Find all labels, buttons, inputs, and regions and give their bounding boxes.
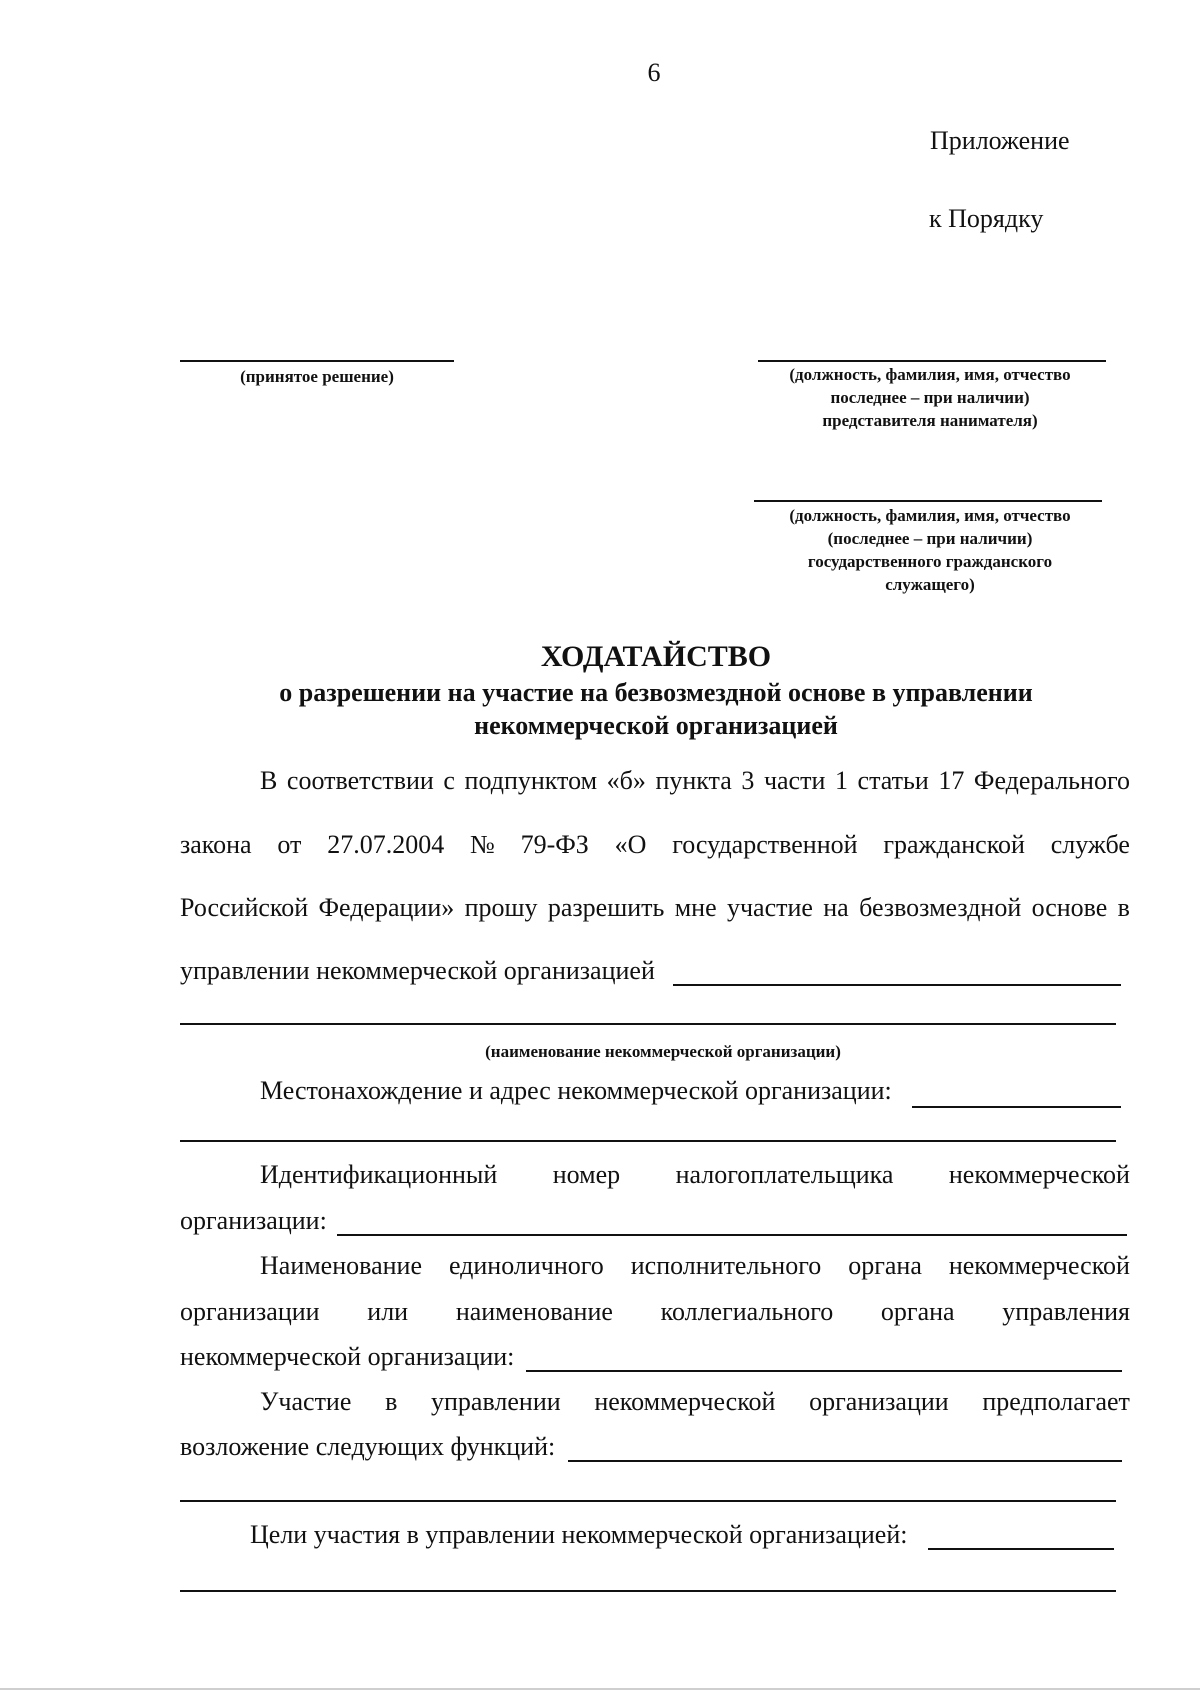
word: в (385, 1387, 398, 1416)
word: 3 (741, 766, 755, 795)
appendix-reference: к Порядку (929, 204, 1044, 233)
functions-field-continued[interactable] (180, 1500, 1116, 1502)
word: управлении (431, 1387, 561, 1416)
word: Идентификационный (260, 1160, 498, 1189)
employer-caption (740, 363, 1120, 432)
executive-line2 (180, 1297, 1130, 1327)
word: некоммерческой (594, 1387, 776, 1416)
word: 79-ФЗ (520, 830, 589, 859)
goals-field[interactable] (928, 1548, 1114, 1550)
functions-line1 (260, 1387, 1130, 1417)
word: управления (1002, 1297, 1130, 1326)
page-bottom-edge (0, 1688, 1200, 1690)
word: коллегиального (660, 1297, 834, 1326)
word: государственной (672, 830, 858, 859)
word: Федерации» (318, 893, 455, 922)
word: в (1117, 893, 1130, 922)
inn-label: организации: (180, 1206, 327, 1235)
word: 17 (938, 766, 965, 795)
location-label: Местонахождение и адрес некоммерческой организации: (260, 1076, 892, 1105)
decision-signature-line (180, 360, 454, 362)
servant-caption (740, 504, 1120, 596)
functions-label: возложение следующих функций: (180, 1432, 556, 1461)
servant-caption-line: (должность, фамилия, имя, отчество (789, 506, 1071, 525)
decision-caption: (принятое решение) (240, 367, 394, 386)
word: участие (726, 893, 813, 922)
para1-line4: управлении некоммерческой организацией (180, 956, 655, 985)
org-name-caption: (наименование некоммерческой организации) (485, 1042, 841, 1061)
word: основе (1031, 893, 1108, 922)
org-name-field[interactable] (673, 984, 1121, 986)
word: Федерального (973, 766, 1130, 795)
servant-signature-line (754, 500, 1102, 502)
word: разрешить (547, 893, 665, 922)
word: прошу (464, 893, 538, 922)
para1-line2 (180, 830, 1130, 860)
inn-field[interactable] (337, 1234, 1127, 1236)
goals-field-continued[interactable] (180, 1590, 1116, 1592)
employer-caption-line: последнее – при наличии) (830, 388, 1030, 407)
functions-field[interactable] (568, 1460, 1122, 1462)
para1-line1 (260, 766, 1130, 796)
word: некоммерческой (948, 1251, 1130, 1280)
word: организации (809, 1387, 949, 1416)
page-number: 6 (647, 58, 661, 87)
para1-line3 (180, 893, 1130, 923)
location-field-continued[interactable] (180, 1140, 1116, 1142)
word: службе (1050, 830, 1130, 859)
word: организации (180, 1297, 320, 1326)
word: «О (614, 830, 647, 859)
word: 27.07.2004 (327, 830, 445, 859)
executive-field[interactable] (526, 1370, 1122, 1372)
word: от (277, 830, 302, 859)
word: Наименование (260, 1251, 422, 1280)
employer-caption-line: представителя нанимателя) (822, 411, 1038, 430)
servant-caption-line: государственного гражданского (807, 552, 1053, 571)
document-subtitle: о разрешении на участие на безвозмездной основе в управлении (279, 678, 1033, 707)
location-field[interactable] (912, 1106, 1121, 1108)
employer-caption-line: (должность, фамилия, имя, отчество (789, 365, 1071, 384)
word: закона (180, 830, 252, 859)
word: Участие (260, 1387, 352, 1416)
document-title: ХОДАТАЙСТВО (540, 640, 772, 673)
word: В (260, 766, 278, 795)
word: наименование (455, 1297, 613, 1326)
servant-caption-line: служащего) (885, 575, 975, 594)
inn-line1 (260, 1160, 1130, 1190)
executive-line1 (260, 1251, 1130, 1281)
word: подпунктом (464, 766, 598, 795)
word: 1 (834, 766, 848, 795)
servant-caption-line: (последнее – при наличии) (827, 529, 1033, 548)
word: Российской (180, 893, 309, 922)
word: некоммерческой (948, 1160, 1130, 1189)
appendix-label: Приложение (930, 126, 1070, 155)
word: пункта (655, 766, 732, 795)
word: налогоплательщика (675, 1160, 894, 1189)
word: «б» (606, 766, 646, 795)
word: соответствии (286, 766, 434, 795)
employer-signature-line (758, 360, 1106, 362)
word: на (823, 893, 849, 922)
document-subtitle-2: некоммерческой организацией (474, 711, 838, 740)
word: с (443, 766, 455, 795)
word: номер (552, 1160, 621, 1189)
word: безвозмездной (859, 893, 1022, 922)
word: № (470, 830, 495, 859)
word: органа (880, 1297, 955, 1326)
word: или (367, 1297, 409, 1326)
word: предполагает (982, 1387, 1130, 1416)
word: исполнительного (630, 1251, 822, 1280)
word: части (763, 766, 826, 795)
word: мне (674, 893, 717, 922)
word: статьи (857, 766, 929, 795)
word: органа (848, 1251, 922, 1280)
word: гражданской (883, 830, 1025, 859)
org-name-field-continued[interactable] (180, 1023, 1116, 1025)
goals-label: Цели участия в управлении некоммерческой организацией: (250, 1520, 908, 1549)
executive-label: некоммерческой организации: (180, 1342, 515, 1371)
word: единоличного (448, 1251, 604, 1280)
